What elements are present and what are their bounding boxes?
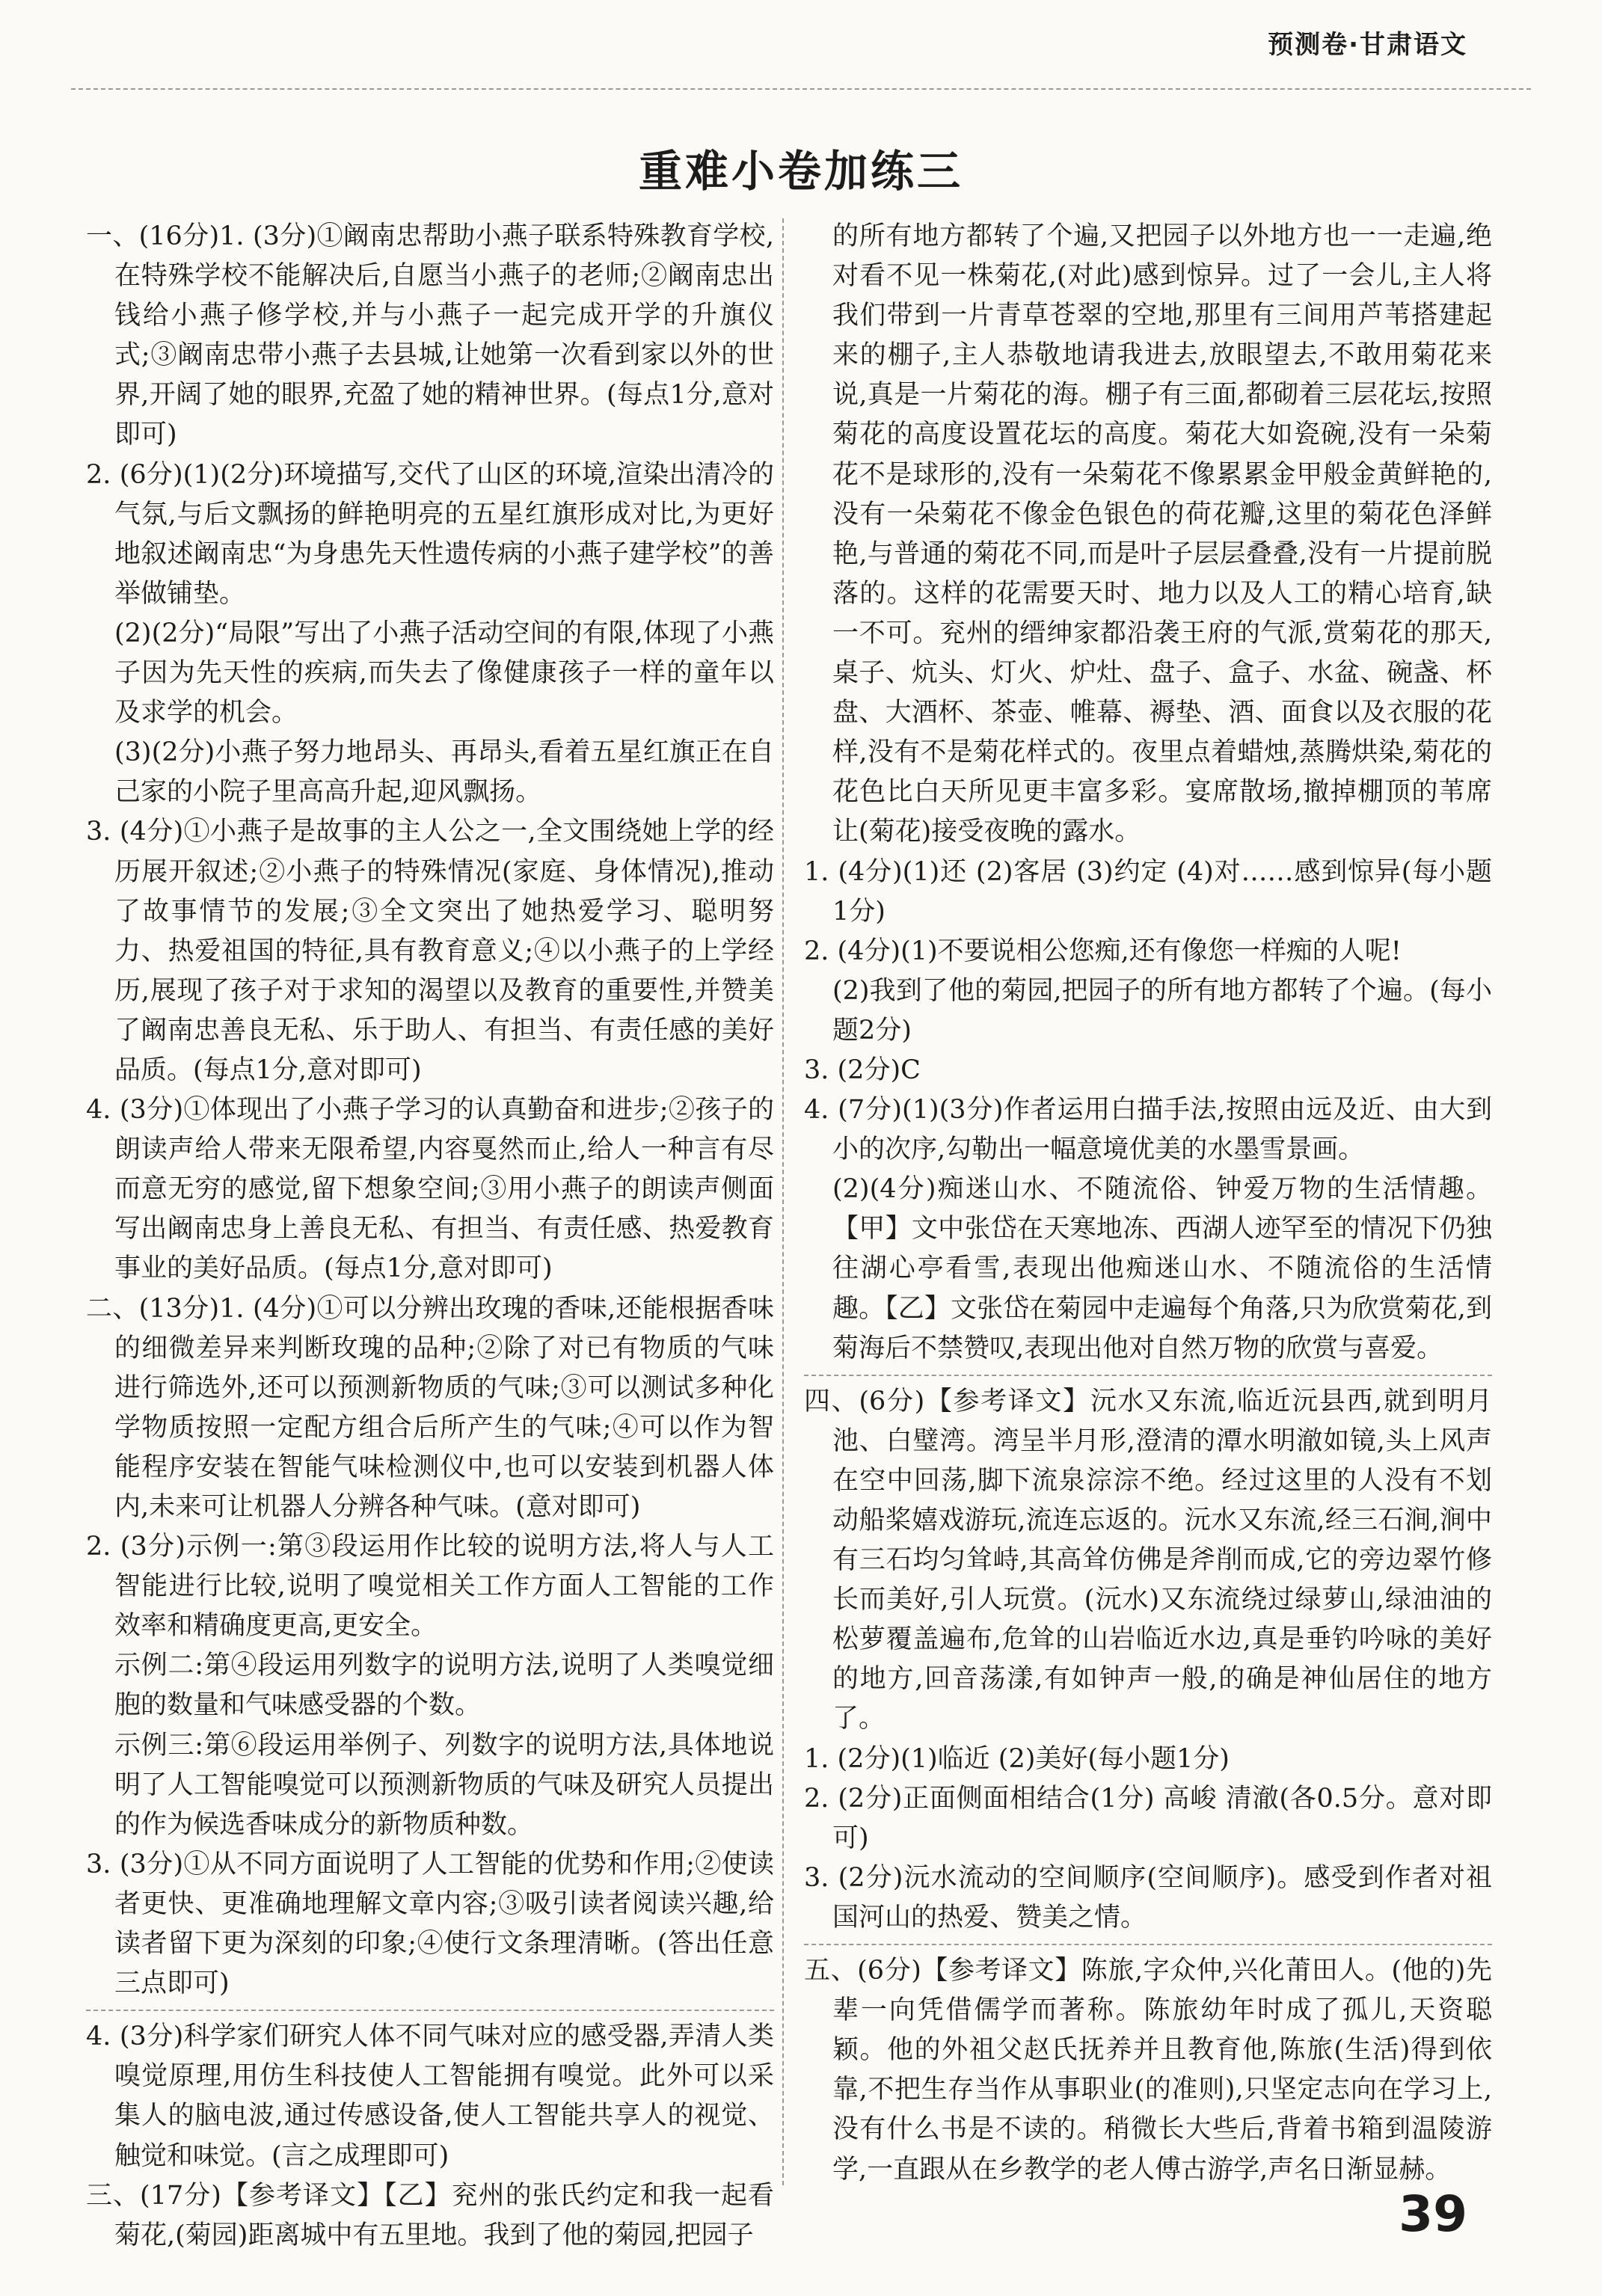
answer-paragraph: (3)(2分)小燕子努力地昂头、再昂头,看着五星红旗正在自己家的小院子里高高升起,迎风飘扬。 xyxy=(114,737,774,808)
answer-paragraph: 示例二:第④段运用列数字的说明方法,说明了人类嗅觉细胞的数量和气味感受器的个数。 xyxy=(114,1651,774,1721)
answer-paragraph: 2. (6分)(1)(2分)环境描写,交代了山区的环境,渲染出清冷的气氛,与后文飘扬的鲜艳明亮的五星红旗形成对比,为更好地叙述阚南忠“为身患先天性遗传病的小燕子建学校”的善举做铺垫。 xyxy=(86,459,774,609)
answer-paragraph: 2. (3分)示例一:第③段运用作比较的说明方法,将人与人工智能进行比较,说明了嗅觉相关工作方面人工智能的工作效率和精确度更高,更安全。 xyxy=(86,1532,774,1642)
answer-paragraph: 2. (2分)正面侧面相结合(1分) 高峻 清澈(各0.5分。意对即可) xyxy=(804,1783,1492,1853)
answer-paragraph: 四、(6分)【参考译文】沅水又东流,临近沅县西,就到明月池、白璧湾。湾呈半月形,澄清的潭水明澈如镜,头上风声在空中回荡,脚下流泉淙淙不绝。经过这里的人没有不划动船桨嬉戏游玩,流连忘返的。沅水又东流,经三石涧,涧中有三石均匀耸峙,其高耸仿佛是斧削而成,它的旁边翠竹修长而美好,引人玩赏。(沅水)又东流绕过绿萝山,绿油油的松萝覆盖遍布,危耸的山岩临近水边,真是垂钓吟咏的美好的地方,回音荡漾,有如钟声一般,的确是神仙居住的地方了。 xyxy=(804,1386,1492,1734)
answer-paragraph: 3. (2分)C xyxy=(804,1055,921,1085)
section-divider xyxy=(804,1375,1492,1376)
page-number: 39 xyxy=(1399,2185,1467,2243)
answer-paragraph: 1. (2分)(1)临近 (2)美好(每小题1分) xyxy=(804,1743,1230,1774)
answer-paragraph: 三、(17分)【参考译文】【乙】兖州的张氏约定和我一起看菊花,(菊园)距离城中有五里地。我到了他的菊园,把园子 xyxy=(86,2180,774,2250)
left-column xyxy=(86,217,774,2256)
answer-paragraph: 的所有地方都转了个遍,又把园子以外地方也一一走遍,绝对看不见一株菊花,(对此)感到惊异。过了一会儿,主人将我们带到一片青草苍翠的空地,那里有三间用芦苇搭建起来的棚子,主人恭敬地请我进去,放眼望去,不敢用菊花来说,真是一片菊花的海。棚子有三面,都砌着三层花坛,按照菊花的高度设置花坛的高度。菊花大如瓷碗,没有一朵菊花不是球形的,没有一朵菊花不像累累金甲般金黄鲜艳的,没有一朵菊花不像金色银色的荷花瓣,这里的菊花色泽鲜艳,与普通的菊花不同,而是叶子层层叠叠,没有一片提前脱落的。这样的花需要天时、地力以及人工的精心培育,缺一不可。兖州的缙绅家都沿袭王府的气派,赏菊花的那天,桌子、炕头、灯火、炉灶、盘子、盒子、水盆、碗盏、杯盘、大酒杯、茶壶、帷幕、褥垫、酒、面食以及衣服的花样,没有不是菊花样式的。夜里点着蜡烛,蒸腾烘染,菊花的花色比白天所见更丰富多彩。宴席散场,撤掉棚顶的苇席让(菊花)接受夜晚的露水。 xyxy=(832,221,1492,847)
answer-paragraph: (2)我到了他的菊园,把园子的所有地方都转了个遍。(每小题2分) xyxy=(832,975,1492,1046)
page-title: 重难小卷加练三 xyxy=(638,146,963,197)
answer-paragraph: 3. (2分)沅水流动的空间顺序(空间顺序)。感受到作者对祖国河山的热爱、赞美之情。 xyxy=(804,1862,1492,1933)
header-divider xyxy=(71,88,1531,90)
answer-paragraph: 1. (4分)(1)还 (2)客居 (3)约定 (4)对……感到惊异(每小题1分) xyxy=(804,856,1492,927)
column-divider xyxy=(782,218,784,2185)
header-label: 预测卷·甘肃语文 xyxy=(1268,30,1467,60)
answer-paragraph: 2. (4分)(1)不要说相公您痴,还有像您一样痴的人呢! xyxy=(804,936,1402,966)
answer-paragraph: 3. (4分)①小燕子是故事的主人公之一,全文围绕她上学的经历展开叙述;②小燕子的特殊情况(家庭、身体情况),推动了故事情节的发展;③全文突出了她热爱学习、聪明努力、热爱祖国的特征,具有教育意义;④以小燕子的上学经历,展现了孩子对于求知的渴望以及教育的重要性,并赞美了阚南忠善良无私、乐于助人、有担当、有责任感的美好品质。(每点1分,意对即可) xyxy=(86,817,774,1085)
answer-paragraph: 4. (3分)科学家们研究人体不同气味对应的感受器,弄清人类嗅觉原理,用仿生科技使人工智能拥有嗅觉。此外可以采集人的脑电波,通过传感设备,使人工智能共享人的视觉、触觉和味觉。(言之成理即可) xyxy=(86,2022,774,2171)
section-divider xyxy=(804,1944,1492,1945)
answer-paragraph: 五、(6分)【参考译文】陈旅,字众仲,兴化莆田人。(他的)先辈一向凭借儒学而著称。陈旅幼年时成了孤儿,天资聪颖。他的外祖父赵氏抚养并且教育他,陈旅(生活)得到依靠,不把生存当作从事职业(的准则),只坚定志向在学习上,没有什么书是不读的。稍微长大些后,背着书箱到温陵游学,一直跟从在乡教学的老人傅古游学,声名日渐显赫。 xyxy=(804,1956,1492,2185)
answer-paragraph: 4. (7分)(1)(3分)作者运用白描手法,按照由远及近、由大到小的次序,勾勒出一幅意境优美的水墨雪景画。 xyxy=(804,1095,1492,1165)
answer-paragraph: (2)(2分)“局限”写出了小燕子活动空间的有限,体现了小燕子因为先天性的疾病,而失去了像健康孩子一样的童年以及求学的机会。 xyxy=(114,618,774,728)
answer-paragraph: 4. (3分)①体现出了小燕子学习的认真勤奋和进步;②孩子的朗读声给人带来无限希望,内容戛然而止,给人一种言有尽而意无穷的感觉,留下想象空间;③用小燕子的朗读声侧面写出阚南忠身上善良无私、有担当、有责任感、热爱教育事业的美好品质。(每点1分,意对即可) xyxy=(86,1095,774,1284)
answer-paragraph: (2)(4分)痴迷山水、不随流俗、钟爱万物的生活情趣。【甲】文中张岱在天寒地冻、西湖人迹罕至的情况下仍独往湖心亭看雪,表现出他痴迷山水、不随流俗的生活情趣。【乙】文张岱在菊园中走遍每个角落,只为欣赏菊花,到菊海后不禁赞叹,表现出他对自然万物的欣赏与喜爱。 xyxy=(832,1174,1492,1363)
answer-paragraph: 二、(13分)1. (4分)①可以分辨出玫瑰的香味,还能根据香味的细微差异来判断玫瑰的品种;②除了对已有物质的气味进行筛选外,还可以预测新物质的气味;③可以测试多种化学物质按照一定配方组合后所产生的气味;④可以作为智能程序安装在智能气味检测仪中,也可以安装到机器人体内,未来可让机器人分辨各种气味。(意对即可) xyxy=(86,1293,774,1522)
answer-paragraph: 示例三:第⑥段运用举例子、列数字的说明方法,具体地说明了人工智能嗅觉可以预测新物质的气味及研究人员提出的作为候选香味成分的新物质种数。 xyxy=(114,1730,774,1840)
right-column xyxy=(804,217,1492,2190)
section-divider xyxy=(86,2010,774,2011)
answer-paragraph: 一、(16分)1. (3分)①阚南忠帮助小燕子联系特殊教育学校,在特殊学校不能解决后,自愿当小燕子的老师;②阚南忠出钱给小燕子修学校,并与小燕子一起完成开学的升旗仪式;③阚南忠带小燕子去县城,让她第一次看到家以外的世界,开阔了她的眼界,充盈了她的精神世界。(每点1分,意对即可) xyxy=(86,221,774,450)
answer-paragraph: 3. (3分)①从不同方面说明了人工智能的优势和作用;②使读者更快、更准确地理解文章内容;③吸引读者阅读兴趣,给读者留下更为深刻的印象;④使行文条理清晰。(答出任意三点即可) xyxy=(86,1849,774,1999)
